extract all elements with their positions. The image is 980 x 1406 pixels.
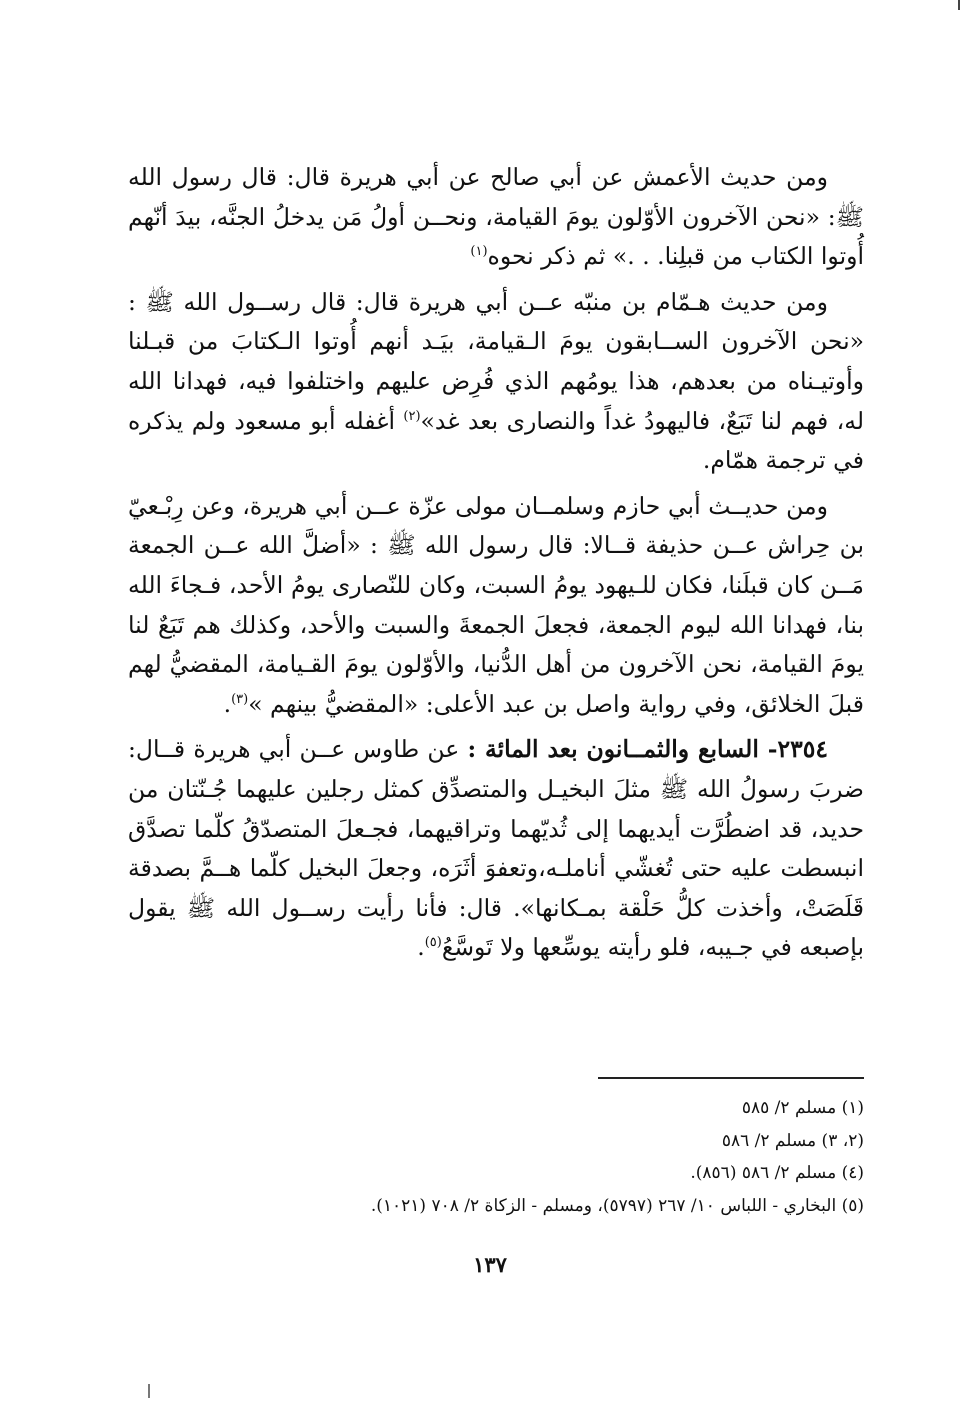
paragraph-2-text: ومن حديث هـمّام بن منبّه عــن أبي هريرة قال: قال رســول الله ﷺ : «نحن الآخرون الســابقون يومَ الـقيامة، بيَـد أنهم أُوتوا الـكتابَ من قبـلنا وأوتيـناه من بعدهم، هذا يومُهم الذي فُرِض عليهم واختلفوا فيه، فهدانا الله له، فهم لنا تَبَعٌ، فاليهودُ غداً والنصارى بعد غد»	[128, 287, 864, 435]
hadith-title: - السابع والثمــانون بعد المائة :	[467, 735, 778, 764]
paragraph-1-text: ومن حديث الأعمش عن أبي صالح عن أبي هريرة قال: قال رسول الله ﷺ: «نحن الآخرون الأوّلون يومَ القيامة، ونحــن أولُ مَن يدخلُ الجنَّه، بيدَ أنّهم أُوتوا الكتاب من قبلِنا. . .» ثم ذكر نحوه	[128, 163, 864, 271]
footnote-ref-5: (٥)	[424, 935, 442, 951]
footnotes	[128, 1092, 864, 1222]
footnote-ref-3: (٣)	[231, 691, 249, 707]
footnote-4: (٤) مسلم ٢/ ٥٨٦ (٨٥٦).	[690, 1163, 864, 1183]
footnote-2-3: (٢، ٣) مسلم ٢/ ٥٨٦	[721, 1130, 864, 1151]
scan-mark-bottom	[148, 1384, 150, 1398]
footnote-5: (٥) البخاري - اللباس ١٠/ ٢٦٧ (٥٧٩٧)، ومسلم - الزكاة ٢/ ٧٠٨ (١٠٢١).	[370, 1195, 864, 1216]
paragraph-3	[128, 487, 864, 725]
hadith-number: ٢٣٥٤	[777, 735, 828, 764]
main-text	[128, 158, 864, 974]
footnote-ref-1: (١)	[470, 244, 488, 260]
footnote-divider	[598, 1077, 864, 1079]
hadith-text: عن طاوس عــن أبي هريرة قــال: ضربَ رسولُ الله ﷺ مثلَ البخيـل والمتصدِّق كمثل رجلين عليهما جُـنّتان من حديد، قد اضطُرَّت أيديهما إلى ثُديّهما وتراقيهما، فجـعلَ المتصدّقُ كلّما تصدَّق انبسطت عليه حتى تُغشّي أناملـه،وتعفوَ أثَرَه، وجعلَ البخيل كلّما هــمَّ بصدقة قَلَصَتْ، وأخذت كلُّ حَلْقة بمـكانها». قال: فأنا رأيت رســول الله ﷺ يقول بإصبعه في جـيبه، فلو رأيته يوسِّعها ولا تَوسَّعُ	[128, 735, 864, 962]
footnote-1: (١) مسلم ٢/ ٥٨٥	[741, 1098, 864, 1118]
paragraph-3-text: ومن حديــث أبي حازم وسلمــان مولى عزّة عــن أبي هريرة، وعن رِبْـعيّ بن حِراش عــن حذيفة قــالا: قال رسول الله ﷺ : «أضلَّ الله عــن الجمعة مَــن كان قبلَنا، فكان للـيهود يومُ السبت، وكان للنّصارى يومُ الأحد، فـجاءَ الله بنا، فهدانا الله ليوم الجمعة، فجعلَ الجمعةَ والسبت والأحد، وكذلك هم تَبَعٌ لنا يومَ القيامة، نحن الآخرون من أهل الدُّنيا، والأوّلون يومَ القـيامة، المقضيُّ لهم قبلَ الخلائق، وفي رواية واصل بن عبد الأعلى: «المقضيُّ بينهم »	[128, 491, 864, 718]
scan-mark	[958, 0, 960, 10]
hadith-end: .	[417, 933, 425, 962]
paragraph-2-tail: أغفله أبو مسعود ولم يذكره في ترجمة همّام.	[128, 406, 864, 475]
paragraph-2	[128, 283, 864, 481]
hadith-paragraph	[128, 730, 864, 968]
paragraph-1	[128, 158, 864, 277]
paragraph-3-tail: .	[223, 689, 232, 718]
page-number: ١٣٧	[473, 1252, 507, 1277]
footnote-ref-2: (٢)	[403, 408, 421, 424]
